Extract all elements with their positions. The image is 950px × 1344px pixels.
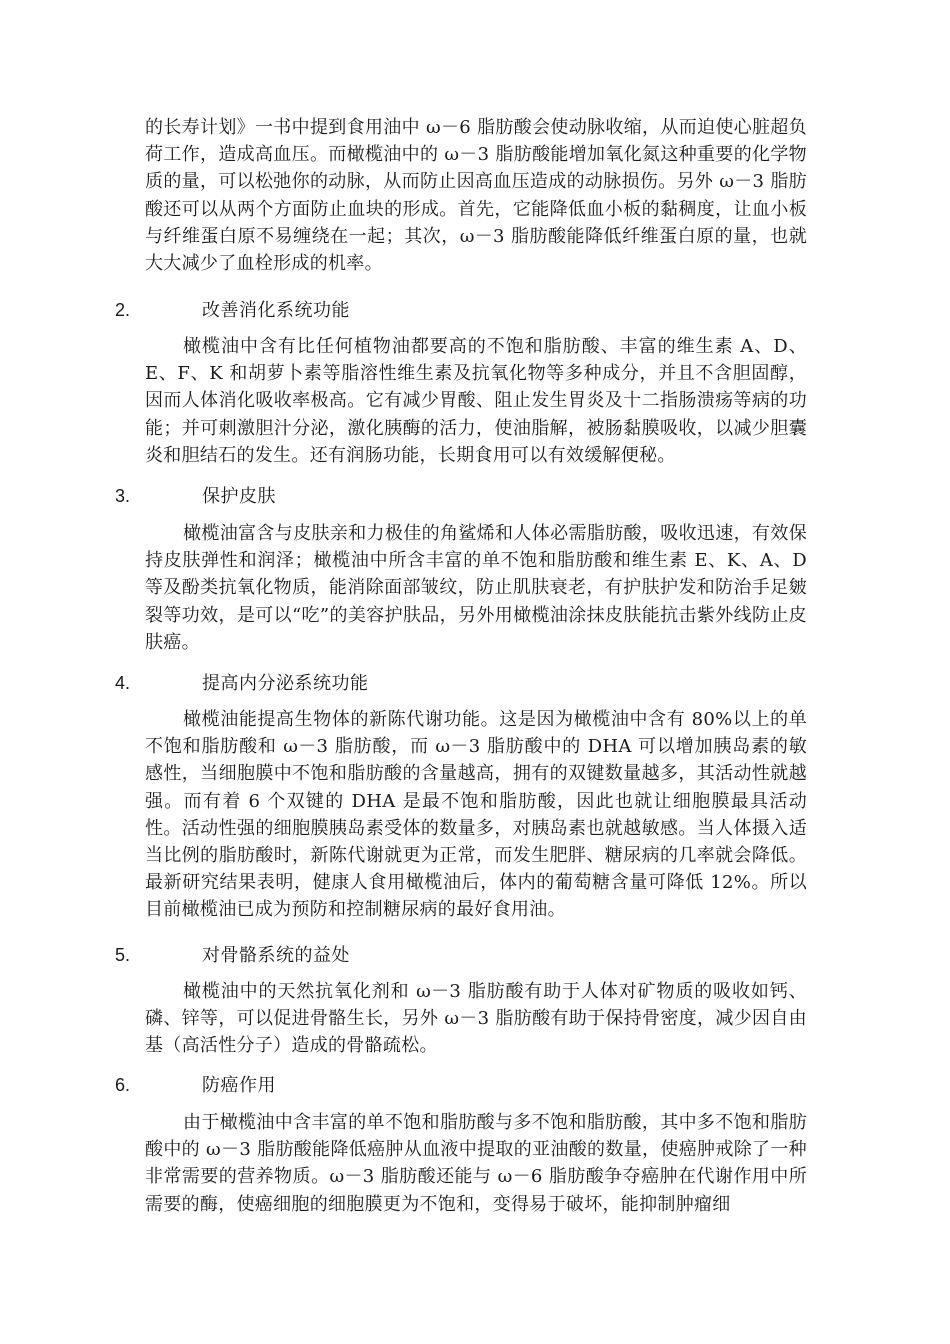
section-number: 4. — [115, 673, 131, 693]
paragraph-digestion: 橄榄油中含有比任何植物油都要高的不饱和脂肪酸、丰富的维生素 A、D、E、F、K 和胡萝卜素等脂溶性维生素及抗氧化物等多种成分，并且不含胆固醇，因而人体消化吸收率极高。它有减少胃酸、阻止发生胃炎及十二指肠溃疡等病的功能；并可刺激胆汁分泌，激化胰酶的活力，使油脂解，被肠黏膜吸收，以减少胆囊炎和胆结石的发生。还有润肠功能，长期食用可以有效缓解便秘。 — [145, 336, 807, 466]
section-heading-digestion — [115, 298, 350, 323]
section-number: 2. — [115, 300, 131, 320]
section-heading-endocrine — [115, 671, 369, 696]
section-title: 防癌作用 — [202, 1075, 276, 1096]
paragraph-cancer: 由于橄榄油中含丰富的单不饱和脂肪酸与多不饱和脂肪酸，其中多不饱和脂肪酸中的 ω－3 脂肪酸能降低癌肿从血液中提取的亚油酸的数量，使癌肿戒除了一种非常需要的营养物质。ω－3 脂肪酸还能与 ω－6 脂肪酸争夺癌肿在代谢作用中所需要的酶，使癌细胞的细胞膜更为不饱和，变得易于破坏，能抑制肿瘤细 — [145, 1112, 807, 1215]
section-heading-bones — [115, 943, 350, 968]
section-heading-skin — [115, 484, 276, 509]
section-title: 保护皮肤 — [202, 486, 276, 507]
section-title: 改善消化系统功能 — [202, 300, 350, 321]
paragraph-endocrine: 橄榄油能提高生物体的新陈代谢功能。这是因为橄榄油中含有 80%以上的单不饱和脂肪酸和 ω－3 脂肪酸，而 ω－3 脂肪酸中的 DHA 可以增加胰岛素的敏感性，当细胞膜中不饱和脂肪酸的含量越高，拥有的双键数量越多，其活动性就越强。而有着 6 个双键的 DHA 是最不饱和脂肪酸，因此也就让细胞膜最具活动性。活动性强的细胞膜胰岛素受体的数量多，对胰岛素也就越敏感。当人体摄入适当比例的脂肪酸时，新陈代谢就更为正常，而发生肥胖、糖尿病的几率就会降低。最新研究结果表明，健康人食用橄榄油后，体内的葡萄糖含量可降低 12%。所以目前橄榄油已成为预防和控制糖尿病的最好食用油。 — [145, 709, 807, 921]
section-number: 3. — [115, 486, 131, 506]
section-heading-cancer — [115, 1073, 276, 1098]
section-number: 6. — [115, 1075, 131, 1095]
paragraph-bones: 橄榄油中的天然抗氧化剂和 ω－3 脂肪酸有助于人体对矿物质的吸收如钙、磷、锌等，可以促进骨骼生长，另外 ω－3 脂肪酸有助于保持骨密度，减少因自由基（高活性分子）造成的骨骼疏松。 — [145, 981, 807, 1057]
paragraph-skin: 橄榄油富含与皮肤亲和力极佳的角鲨烯和人体必需脂肪酸，吸收迅速，有效保持皮肤弹性和润泽；橄榄油中所含丰富的单不饱和脂肪酸和维生素 E、K、A、D 等及酚类抗氧化物质，能消除面部皱纹，防止肌肤衰老，有护肤护发和防治手足皴裂等功效，是可以“吃”的美容护肤品，另外用橄榄油涂抹皮肤能抗击紫外线防止皮肤癌。 — [145, 523, 807, 653]
section-number: 5. — [115, 945, 131, 965]
section-title: 提高内分泌系统功能 — [202, 673, 369, 694]
section-title: 对骨骼系统的益处 — [202, 945, 350, 966]
paragraph-heart-health: 的长寿计划》一书中提到食用油中 ω－6 脂肪酸会使动脉收缩，从而迫使心脏超负荷工作，造成高血压。而橄榄油中的 ω－3 脂肪酸能增加氧化氮这种重要的化学物质的量，可以松弛你的动脉，从而防止因高血压造成的动脉损伤。另外 ω－3 脂肪酸还可以从两个方面防止血块的形成。首先，它能降低血小板的黏稠度，让血小板与纤维蛋白原不易缠绕在一起；其次，ω－3 脂肪酸能降低纤维蛋白原的量，也就大大减少了血栓形成的机率。 — [145, 117, 807, 275]
